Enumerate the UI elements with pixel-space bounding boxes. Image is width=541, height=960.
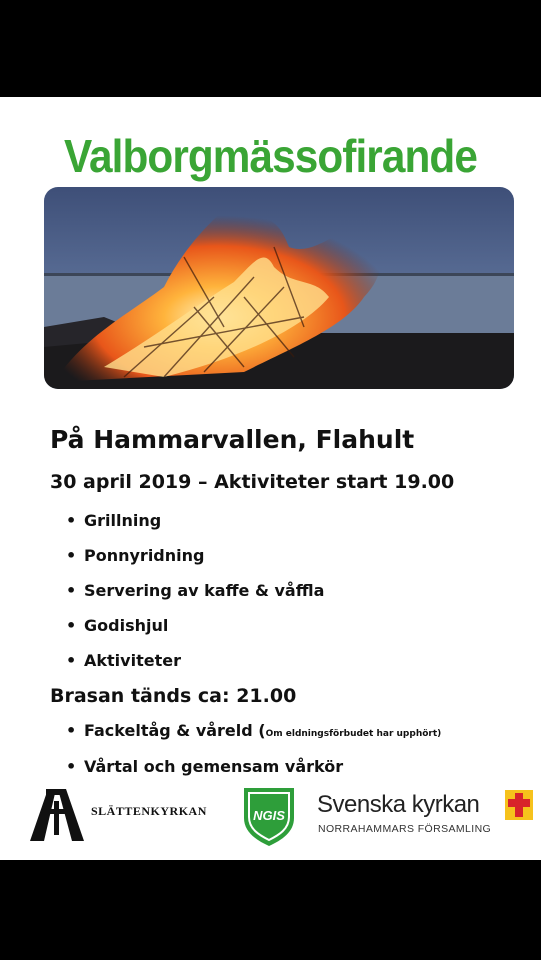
ngis-logo-icon — [236, 782, 302, 852]
bullet-icon: • — [66, 546, 77, 565]
activity-list — [66, 509, 324, 684]
list-item: • Grillning — [66, 509, 324, 544]
bullet-icon: • — [66, 511, 77, 530]
bullet-icon: • — [66, 651, 77, 670]
svenska-kyrkan-name: Svenska kyrkan — [317, 791, 480, 818]
poster-title: Valborgmässofirande — [64, 130, 477, 182]
bonfire-time: Brasan tänds ca: 21.00 — [50, 685, 297, 707]
list-item: • Godishjul — [66, 614, 324, 649]
slattenkyrkan-logo-icon — [28, 785, 86, 847]
sponsor-logos — [0, 785, 541, 855]
slattenkyrkan-name: SLÄTTENKYRKAN — [91, 804, 207, 818]
bullet-icon: • — [66, 581, 77, 600]
top-black-bar — [0, 0, 541, 97]
poster — [0, 97, 541, 860]
location-heading: På Hammarvallen, Flahult — [50, 425, 415, 454]
ngis-logo-text: NGIS — [253, 808, 285, 823]
list-item: • Vårtal och gemensam vårkör — [66, 755, 441, 791]
date-line: 30 april 2019 – Aktiviteter start 19.00 — [50, 471, 455, 493]
evening-list — [66, 719, 441, 791]
list-item: • Aktiviteter — [66, 649, 324, 684]
list-item: • Fackeltåg & våreld (Om eldningsförbudet har upphört) — [66, 719, 441, 755]
svenska-kyrkan-cross-icon — [505, 790, 533, 824]
parish-name: NORRAHAMMARS FÖRSAMLING — [318, 823, 492, 835]
bonfire-photo — [44, 187, 514, 389]
bullet-icon: • — [66, 721, 77, 740]
bottom-black-bar — [0, 860, 541, 960]
list-item: • Servering av kaffe & våffla — [66, 579, 324, 614]
bullet-icon: • — [66, 616, 77, 635]
list-item: • Ponnyridning — [66, 544, 324, 579]
burn-ban-note: Om eldningsförbudet har upphört — [265, 729, 438, 739]
bullet-icon: • — [66, 757, 77, 776]
